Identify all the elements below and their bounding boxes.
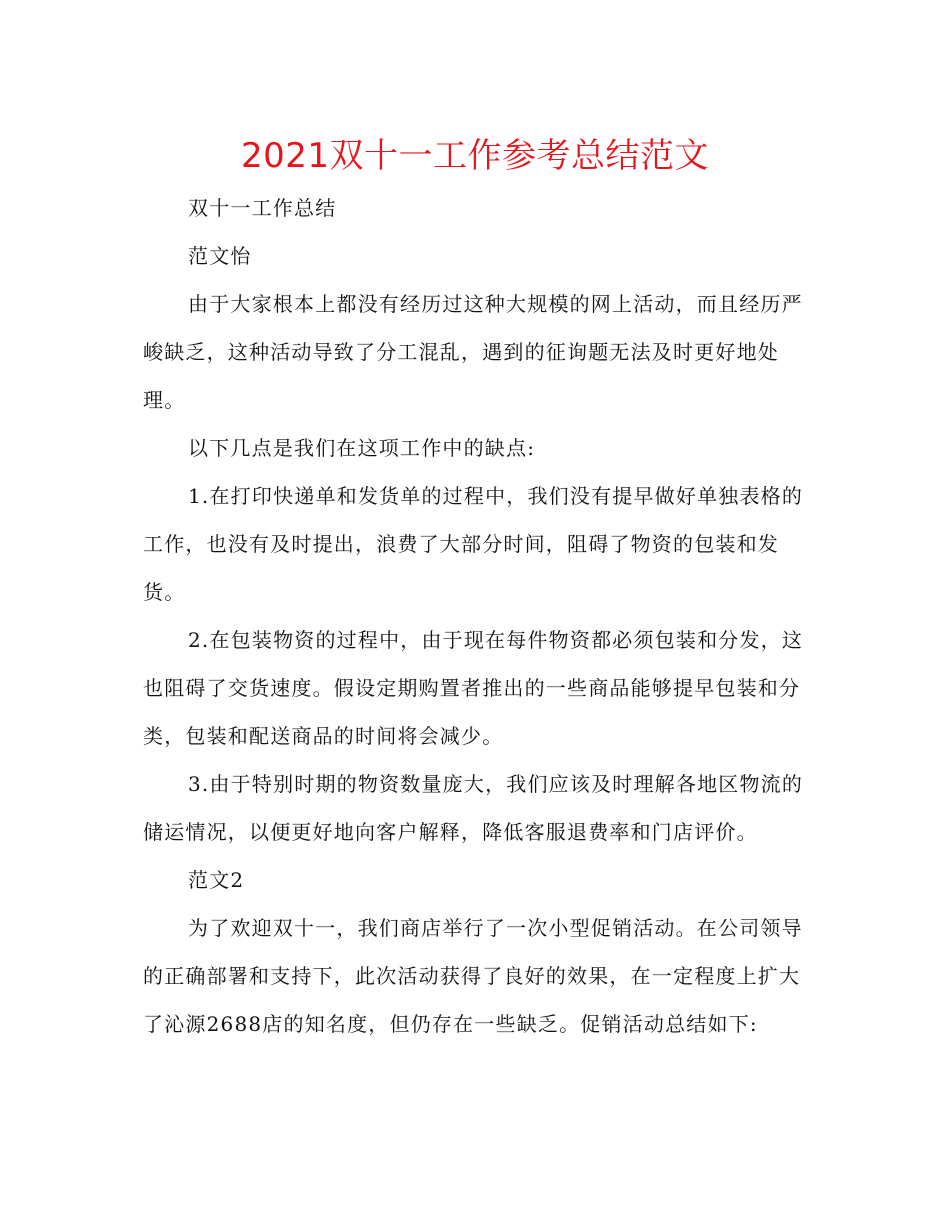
paragraph-sample-2-intro: 为了欢迎双十一，我们商店举行了一次小型促销活动。在公司领导的正确部署和支持下，此次活动获得了良好的效果，在一定程度上扩大了沁源2688店的知名度，但仍存在一些缺乏。促销活动总结如下:: [143, 916, 803, 1036]
paragraph-sample-2-label: 范文2: [188, 868, 245, 892]
paragraph-heading: 双十一工作总结: [188, 196, 337, 220]
paragraph-shortcomings-lead: 以下几点是我们在这项工作中的缺点:: [188, 436, 536, 460]
paragraph-point-1: 1.在打印快递单和发货单的过程中，我们没有提早做好单独表格的工作，也没有及时提出，浪费了大部分时间，阻碍了物资的包装和发货。: [143, 484, 804, 604]
paragraph-intro: 由于大家根本上都没有经历过这种大规模的网上活动，而且经历严峻缺乏，这种活动导致了分工混乱，遇到的征询题无法及时更好地处理。: [143, 292, 803, 412]
document-title: 2021双十一工作参考总结范文: [240, 136, 710, 176]
document-body: [143, 184, 813, 1048]
paragraph-point-3: 3.由于特别时期的物资数量庞大，我们应该及时理解各地区物流的储运情况，以便更好地向客户解释，降低客服退费率和门店评价。: [143, 772, 804, 844]
paragraph-sample-label: 范文怡: [188, 244, 252, 268]
paragraph-point-2: 2.在包装物资的过程中，由于现在每件物资都必须包装和分发，这也阻碍了交货速度。假设定期购置者推出的一些商品能够提早包装和分类，包装和配送商品的时间将会减少。: [143, 628, 804, 748]
